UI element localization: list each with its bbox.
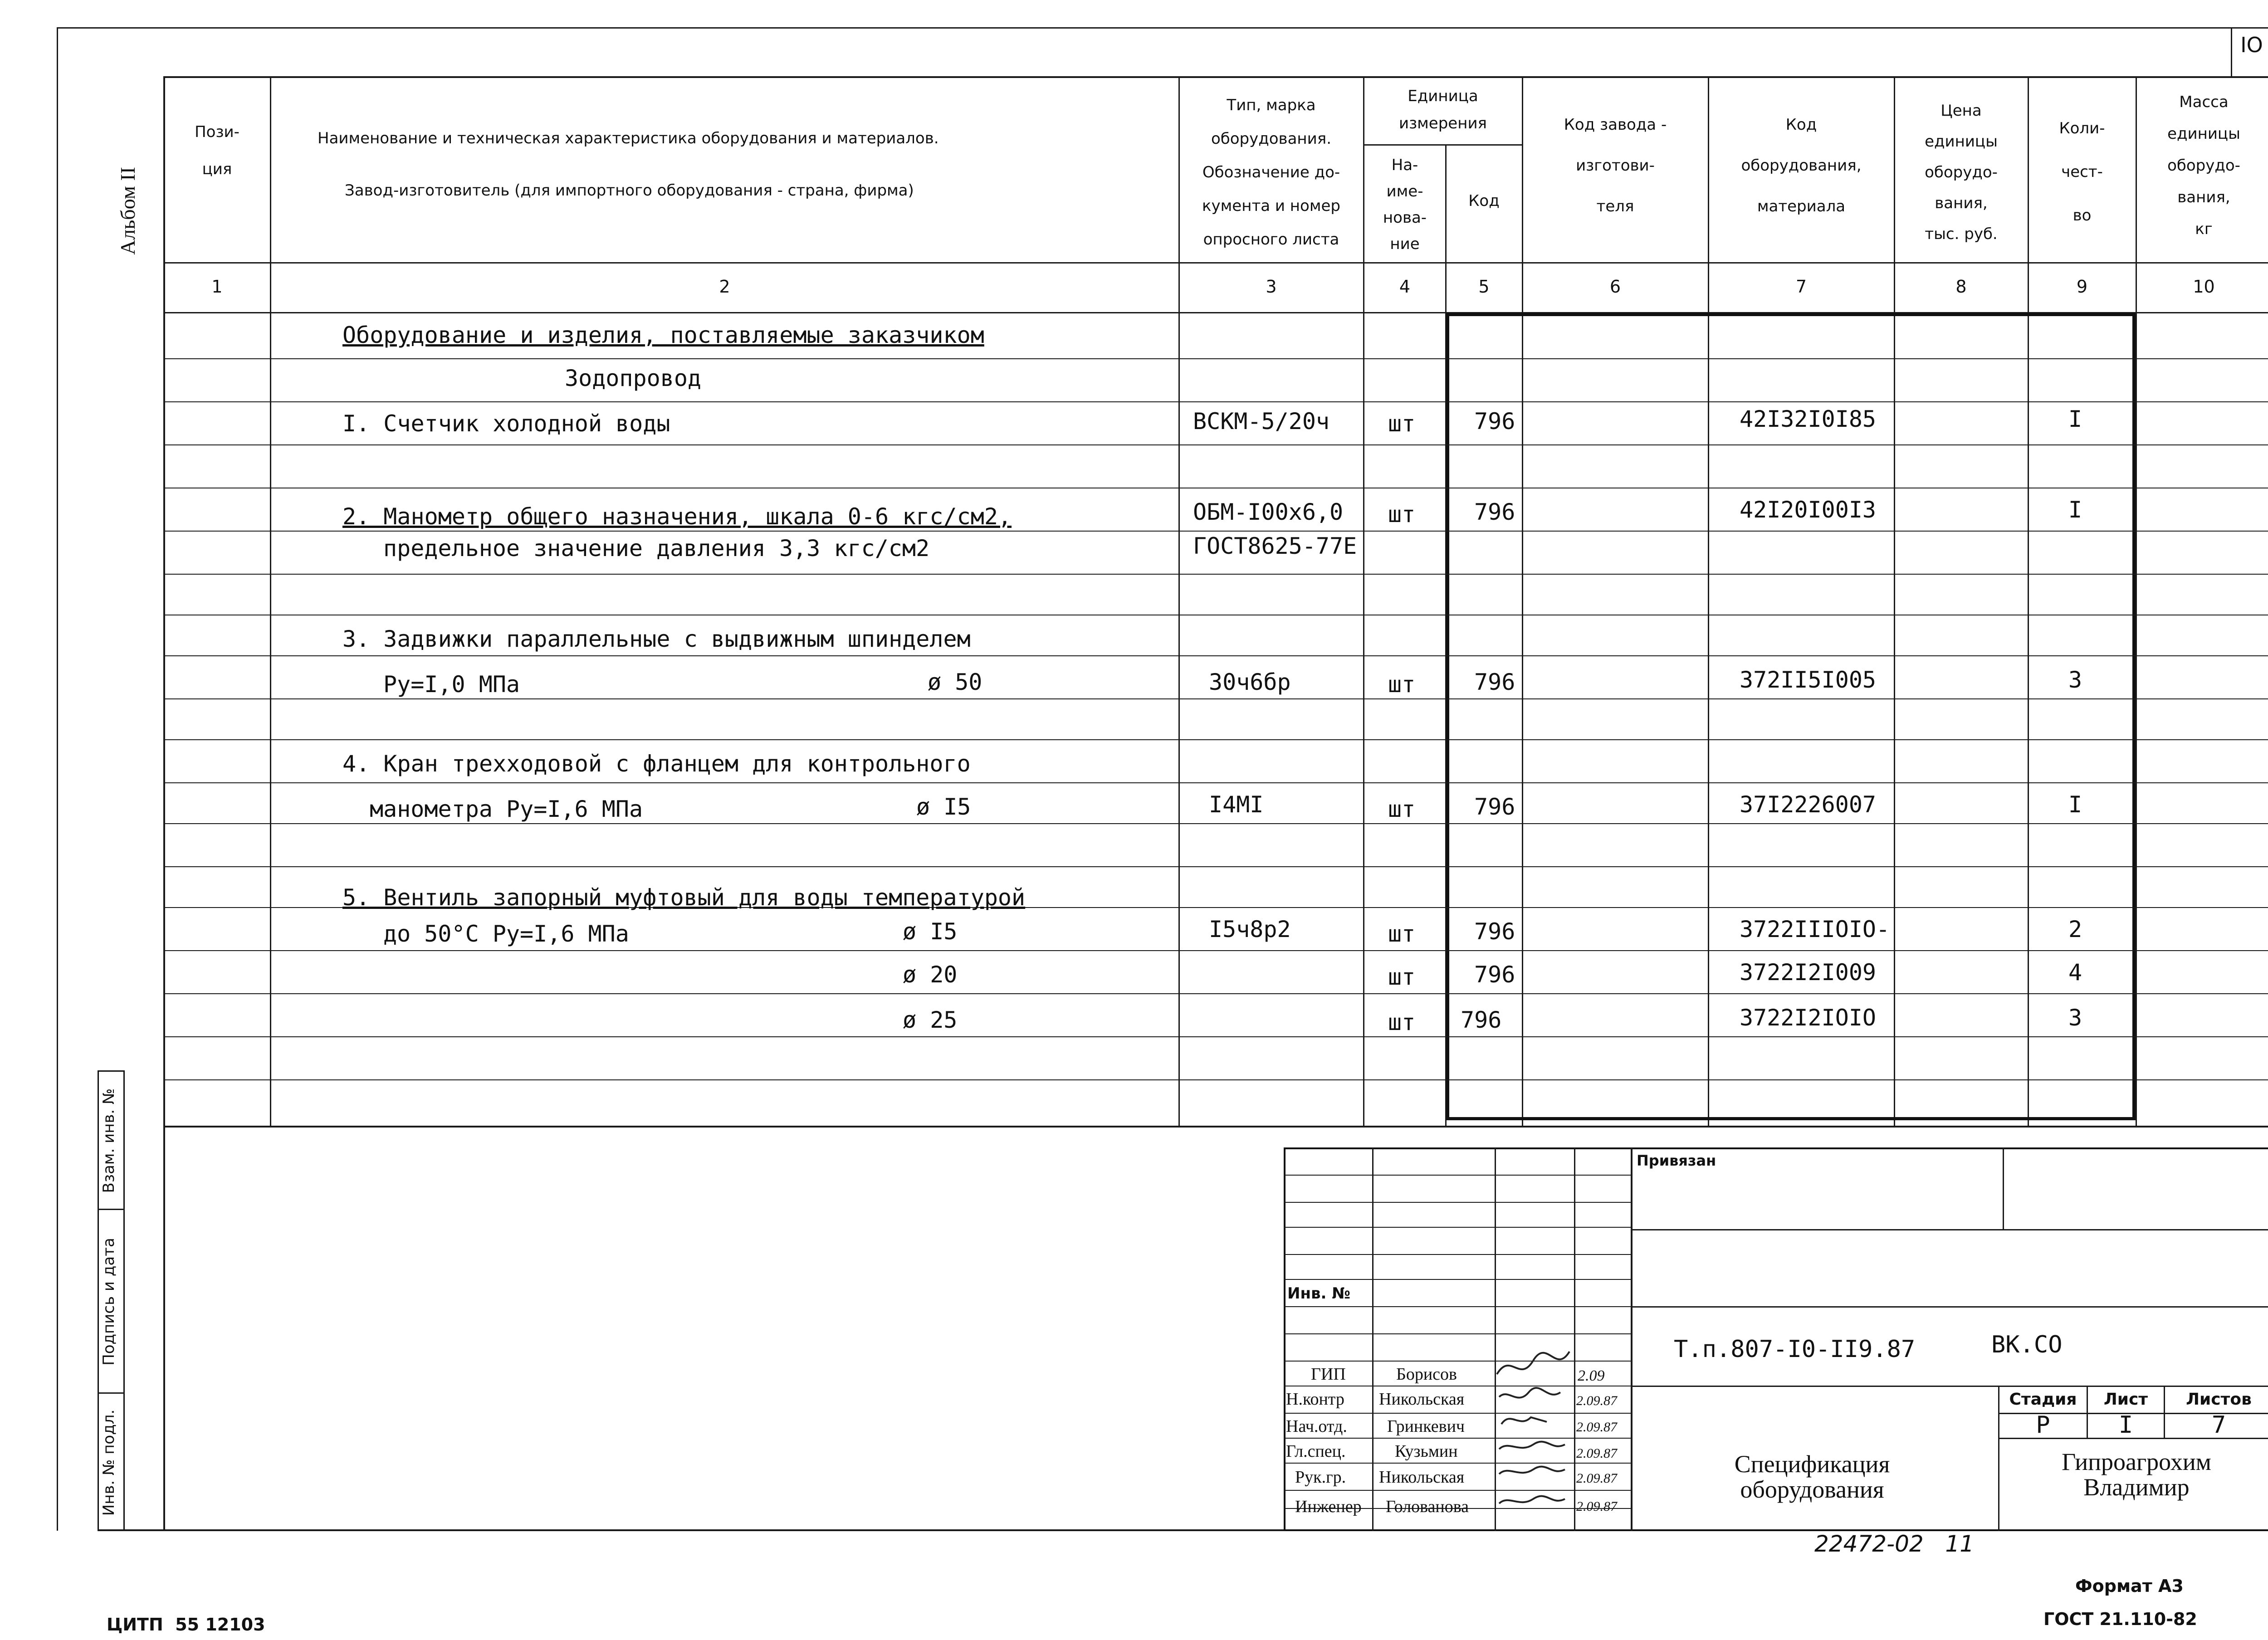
header-name-line1: Наименование и техническая характеристика оборудования и материалов.	[318, 129, 939, 147]
item-name: 3. Задвижки параллельные с выдвижным шпинделем	[342, 626, 971, 652]
item-quantity: 4	[2068, 959, 2082, 986]
item-type-continued: ГОСТ8625-77Е	[1193, 533, 1357, 559]
item-quantity: I	[2068, 406, 2082, 432]
doc-title: Спецификация оборудования	[1734, 1450, 1890, 1503]
header-mass: Масса единицы оборудо- вания, кг	[2167, 93, 2240, 238]
item-unit: шт	[1388, 410, 1416, 437]
album-label: Альбом II	[116, 167, 139, 255]
item-unit-code: 796	[1474, 669, 1515, 695]
header-unit-code: Код	[1468, 192, 1500, 210]
item-unit: шт	[1388, 1009, 1416, 1035]
bottom-left-code: ЦИТП 55 12103	[107, 1615, 265, 1635]
col-number: 1	[211, 277, 223, 297]
role-label: Гл.спец.	[1286, 1442, 1346, 1461]
sheet-corner-number: IO	[2240, 33, 2263, 57]
stage-value: Р	[2036, 1411, 2050, 1439]
signature-scribbles	[1492, 1342, 1579, 1528]
stamp-signature-date: Подпись и дата	[100, 1238, 118, 1366]
sign-date: 2.09.87	[1576, 1393, 1617, 1408]
section-title: Оборудование и изделия, поставляемые заказчиком	[342, 322, 984, 348]
item-type: I4МI	[1209, 791, 1264, 818]
sign-date: 2.09.87	[1576, 1446, 1617, 1461]
item-quantity: I	[2068, 791, 2082, 818]
item-material-code: 42I32I0I85	[1740, 406, 1877, 432]
item-spec: до 50°С Ру=I,6 МПа	[383, 921, 629, 947]
item-unit-code: 796	[1474, 794, 1515, 820]
signer-name: Гринкевич	[1387, 1417, 1465, 1436]
item-material-code: 3722I2I009	[1740, 959, 1877, 986]
col-number: 5	[1478, 277, 1490, 297]
item-spec: манометра Ру=I,6 МПа	[370, 796, 643, 822]
organization: Гипроагрохим Владимир	[2062, 1448, 2211, 1501]
item-diameter: ø 20	[903, 962, 958, 988]
inv-no-label: Инв. №	[1287, 1284, 1351, 1303]
sheets-value: 7	[2211, 1411, 2226, 1439]
header-type: Тип, марка оборудования. Обозначение до- кумента и номер опросного листа	[1202, 96, 1340, 249]
signer-name: Никольская	[1379, 1468, 1465, 1487]
header-position: Пози- ция	[195, 123, 240, 178]
signer-name: Борисов	[1396, 1365, 1457, 1384]
col-number: 2	[719, 277, 730, 297]
col-number: 8	[1955, 277, 1967, 297]
item-diameter: ø 25	[903, 1007, 958, 1033]
item-material-code: 372II5I005	[1740, 667, 1877, 693]
privyazan-label: Привязан	[1637, 1152, 1716, 1169]
col-number: 4	[1399, 277, 1411, 297]
item-diameter: ø I5	[903, 918, 958, 945]
item-quantity: I	[2068, 497, 2082, 523]
item-quantity: 3	[2068, 667, 2082, 693]
stage-label: Стадия	[2009, 1390, 2077, 1409]
header-factory-code: Код завода - изготови- теля	[1564, 116, 1667, 215]
item-name: I. Счетчик холодной воды	[342, 410, 670, 437]
signer-name: Никольская	[1379, 1390, 1465, 1409]
item-material-code: 37I2226007	[1740, 791, 1877, 818]
handwritten-number: 22472-02 11	[1814, 1531, 1975, 1557]
item-unit: шт	[1388, 964, 1416, 990]
role-label: Инженер	[1295, 1497, 1362, 1516]
signer-name: Голованова	[1386, 1497, 1469, 1516]
item-unit: шт	[1388, 921, 1416, 947]
item-material-code: 42I20I00I3	[1740, 497, 1877, 523]
role-label: Нач.отд.	[1286, 1417, 1347, 1436]
item-unit: шт	[1388, 796, 1416, 822]
item-unit-code: 796	[1474, 499, 1515, 525]
bottom-right-standard: ГОСТ 21.110-82	[2043, 1609, 2197, 1629]
item-material-code: 3722IIIOIO-	[1740, 916, 1890, 942]
col-number: 10	[2193, 277, 2215, 297]
sheet-label: Лист	[2103, 1390, 2148, 1409]
sheet-value: I	[2118, 1411, 2133, 1439]
sign-date: 2.09.87	[1576, 1471, 1617, 1486]
col-number: 9	[2076, 277, 2088, 297]
sign-date: 2.09.87	[1576, 1499, 1617, 1514]
item-unit-code: 796	[1474, 962, 1515, 988]
item-name-continued: предельное значение давления 3,3 кгс/см2	[383, 535, 930, 561]
header-material-code: Код оборудования, материала	[1741, 116, 1862, 215]
header-quantity: Коли- чест- во	[2059, 119, 2105, 225]
item-type: ОБМ-I00х6,0	[1193, 499, 1344, 525]
item-unit: шт	[1388, 501, 1416, 527]
col-number: 3	[1266, 277, 1277, 297]
item-unit-code: 796	[1461, 1007, 1502, 1033]
header-name-line2: Завод-изготовитель (для импортного оборудования - страна, фирма)	[345, 181, 914, 200]
subsection-title: Зодопровод	[565, 365, 702, 391]
header-unit: Единица измерения	[1398, 87, 1487, 132]
item-name: 2. Манометр общего назначения, шкала 0-6 кгс/см2,	[342, 503, 1012, 530]
role-label: ГИП	[1311, 1365, 1346, 1384]
col-number: 7	[1795, 277, 1807, 297]
sign-date: 2.09.87	[1576, 1420, 1617, 1435]
role-label: Н.контр	[1286, 1390, 1344, 1409]
stamp-original-inv: Инв. № подл.	[100, 1409, 118, 1516]
item-material-code: 3722I2IOIO	[1740, 1005, 1877, 1031]
sign-date: 2.09	[1578, 1367, 1605, 1384]
item-type: I5ч8р2	[1209, 916, 1291, 942]
doc-number: Т.п.807-I0-II9.87	[1674, 1336, 1916, 1363]
item-name: 5. Вентиль запорный муфтовый для воды температурой	[342, 884, 1026, 911]
item-unit-code: 796	[1474, 408, 1515, 434]
item-unit: шт	[1388, 671, 1416, 698]
sheets-label: Листов	[2186, 1390, 2252, 1409]
header-price: Цена единицы оборудо- вания, тыс. руб.	[1925, 102, 1998, 243]
item-name: 4. Кран трехходовой с фланцем для контрольного	[342, 751, 971, 777]
doc-code: ВК.СО	[1991, 1331, 2063, 1358]
item-quantity: 2	[2068, 916, 2082, 942]
item-type: ВСКМ-5/20ч	[1193, 408, 1330, 434]
item-diameter: ø I5	[916, 794, 971, 820]
header-unit-name: На- име- нова- ние	[1383, 156, 1427, 253]
col-number: 6	[1609, 277, 1621, 297]
format-label: Формат А3	[2075, 1576, 2184, 1596]
item-type: 30ч6бр	[1209, 669, 1291, 695]
signer-name: Кузьмин	[1395, 1442, 1458, 1461]
item-quantity: 3	[2068, 1005, 2082, 1031]
item-spec: Ру=I,0 МПа	[383, 671, 520, 698]
role-label: Рук.гр.	[1295, 1468, 1346, 1487]
item-diameter: ø 50	[928, 669, 982, 695]
item-unit-code: 796	[1474, 918, 1515, 945]
stamp-replacement-inv: Взам. инв. №	[100, 1088, 118, 1193]
